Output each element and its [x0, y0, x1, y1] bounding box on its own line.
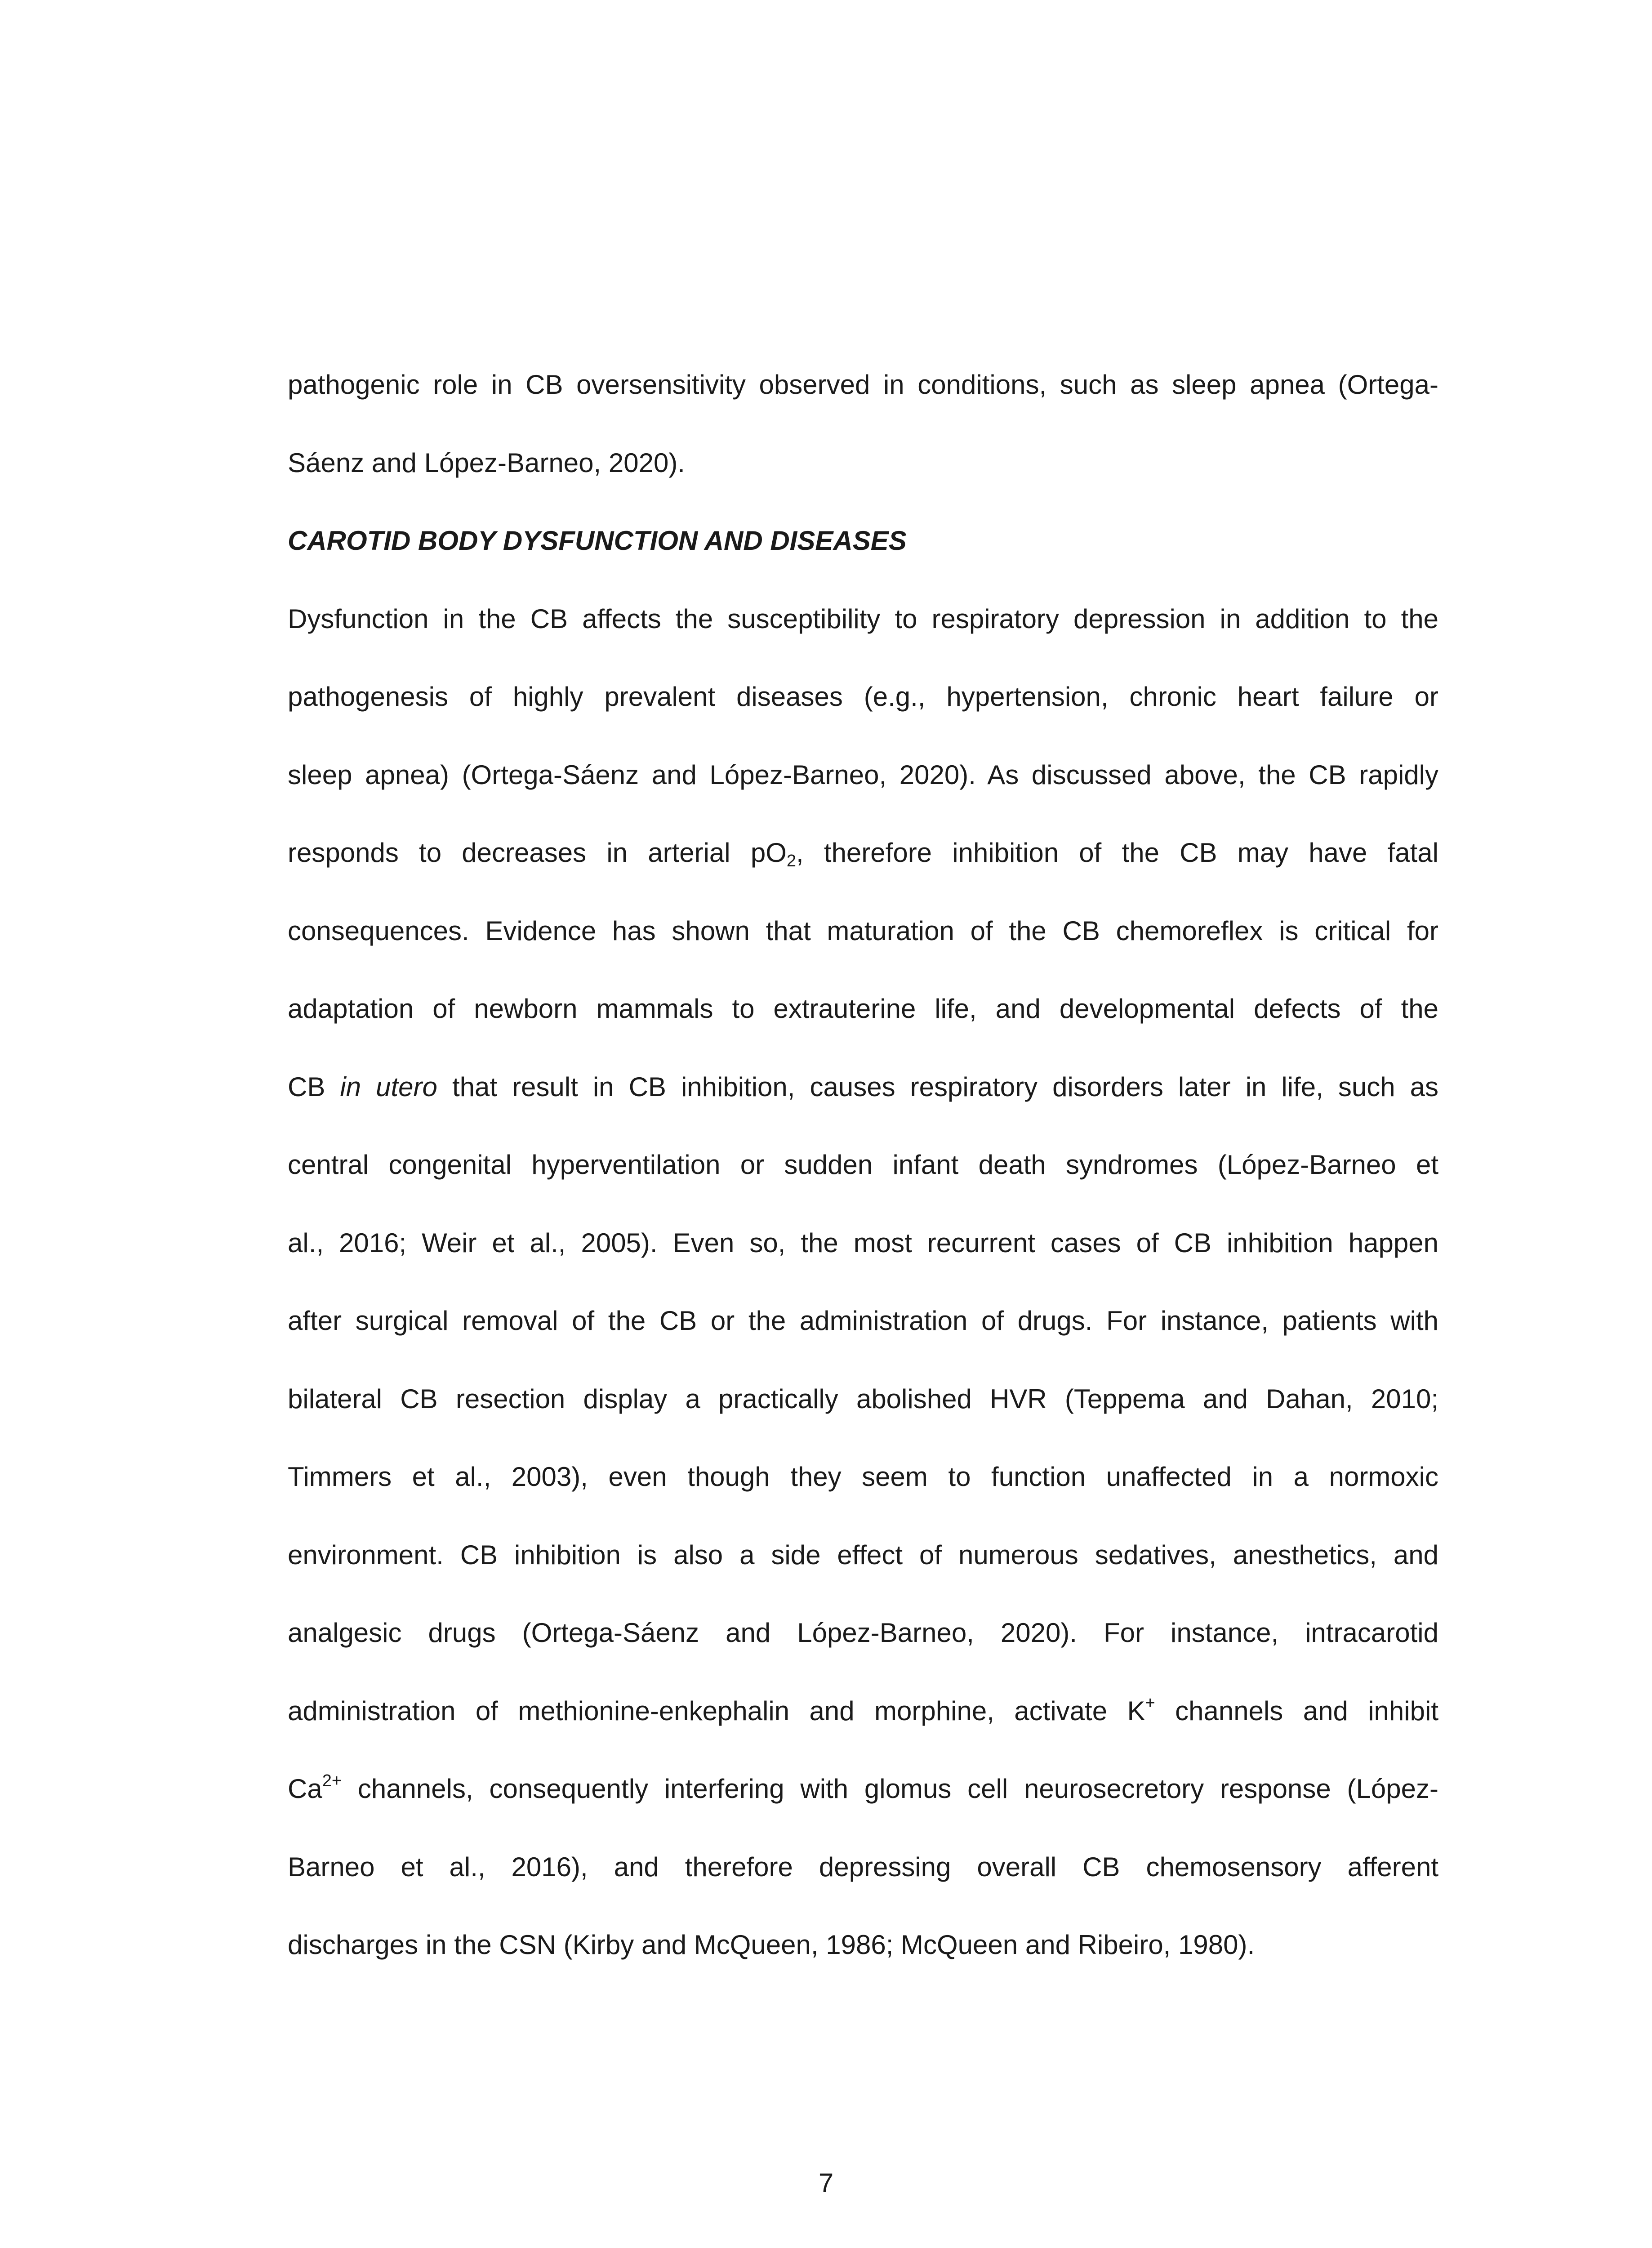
text-segment: channels and inhibit — [1155, 1695, 1438, 1726]
text-line: analgesic drugs (Ortega-Sáenz and López-Barneo, 2020). For instance, intracarotid — [288, 1618, 1438, 1648]
text-line: consequences. Evidence has shown that maturation of the CB chemoreflex is critical for — [288, 915, 1438, 946]
text-line: adaptation of newborn mammals to extrauterine life, and developmental defects of the — [288, 994, 1438, 1024]
page-number: 7 — [818, 2168, 834, 2198]
text-line — [288, 1690, 1438, 1769]
text-segment: channels, consequently interfering with glomus cell neurosecretory response (López- — [342, 1774, 1438, 1804]
text-segment: administration of methionine-enkephalin and morphine, activate K — [288, 1695, 1145, 1726]
superscript: 2+ — [322, 1771, 342, 1790]
text-line: Dysfunction in the CB affects the susceptibility to respiratory depression in addition to the — [288, 603, 1438, 634]
text-segment: , therefore inhibition of the CB may have fatal — [796, 838, 1438, 868]
text-segment: Ca — [288, 1774, 322, 1804]
text-line: discharges in the CSN (Kirby and McQueen, 1986; McQueen and Ribeiro, 1980). — [288, 1930, 1255, 1960]
text-line: Timmers et al., 2003), even though they seem to function unaffected in a normoxic — [288, 1462, 1438, 1492]
text-line — [288, 1768, 1438, 1847]
text-segment: responds to decreases in arterial pO — [288, 838, 787, 868]
italic-term: in utero — [340, 1071, 437, 1102]
body-text — [288, 364, 1438, 2003]
text-line: environment. CB inhibition is also a side effect of numerous sedatives, anesthetics, and — [288, 1539, 1438, 1570]
text-segment: that result in CB inhibition, causes respiratory disorders later in life, such as — [437, 1071, 1438, 1102]
text-line: after surgical removal of the CB or the administration of drugs. For instance, patients with — [288, 1306, 1438, 1336]
text-line: pathogenic role in CB oversensitivity observed in conditions, such as sleep apnea (Ortega- — [288, 370, 1438, 400]
text-line: al., 2016; Weir et al., 2005). Even so, the most recurrent cases of CB inhibition happen — [288, 1227, 1438, 1258]
text-segment: CB — [288, 1071, 340, 1102]
text-line: Sáenz and López-Barneo, 2020). — [288, 447, 685, 478]
section-heading: CAROTID BODY DYSFUNCTION AND DISEASES — [288, 526, 907, 556]
text-line — [288, 1066, 1438, 1145]
superscript: + — [1145, 1693, 1155, 1713]
text-line — [288, 832, 1438, 910]
text-line: sleep apnea) (Ortega-Sáenz and López-Barneo, 2020). As discussed above, the CB rapidly — [288, 759, 1438, 790]
text-line: Barneo et al., 2016), and therefore depressing overall CB chemosensory afferent — [288, 1851, 1438, 1882]
text-line: pathogenesis of highly prevalent diseases (e.g., hypertension, chronic heart failure or — [288, 682, 1438, 712]
subscript: 2 — [786, 852, 797, 870]
text-line: bilateral CB resection display a practically abolished HVR (Teppema and Dahan, 2010; — [288, 1383, 1438, 1414]
text-line: central congenital hyperventilation or sudden infant death syndromes (López-Barneo et — [288, 1150, 1438, 1180]
